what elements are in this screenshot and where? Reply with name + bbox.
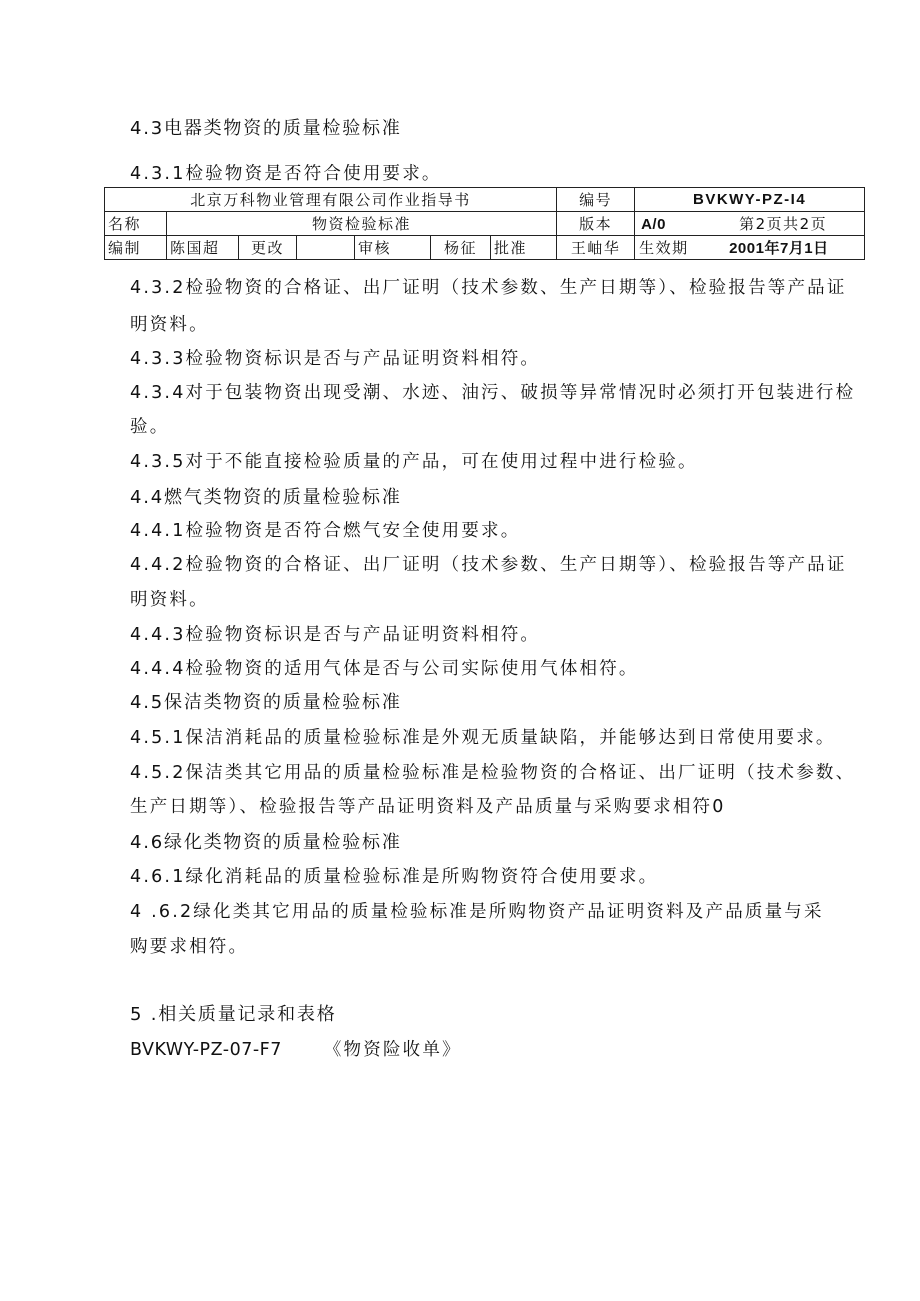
change-value-cell: [297, 236, 355, 260]
name-value-cell: 物资检验标准: [167, 212, 557, 236]
code-label-cell: 编号: [557, 188, 635, 212]
effective-label: 生效期: [639, 239, 689, 257]
page-info: 第2页共2页: [739, 215, 828, 233]
code-value-cell: BVKWY-PZ-I4: [635, 188, 865, 212]
heading-5: 5 .相关质量记录和表格: [130, 1004, 337, 1025]
document-header-table: [104, 187, 865, 260]
heading-4-6: 4.6绿化类物资的质量检验标准: [130, 832, 402, 853]
approve-label-cell: 批准: [491, 236, 557, 260]
paragraph-4-3-3: 4.3.3检验物资标识是否与产品证明资料相符。: [130, 349, 541, 369]
version-value: A/0: [641, 216, 666, 233]
paragraph-4-3-2-line1: 4.3.2检验物资的合格证、出厂证明（技术参数、生产日期等）、检验报告等产品证: [130, 278, 847, 298]
paragraph-4-4-1: 4.4.1检验物资是否符合燃气安全使用要求。: [130, 521, 521, 541]
company-title-cell: 北京万科物业管理有限公司作业指导书: [105, 188, 557, 212]
paragraph-4-4-3: 4.4.3检验物资标识是否与产品证明资料相符。: [130, 625, 541, 645]
record-code: BVKWY-PZ-07-F7: [130, 1040, 282, 1060]
paragraph-4-4-2-line1: 4.4.2检验物资的合格证、出厂证明（技术参数、生产日期等）、检验报告等产品证: [130, 555, 847, 575]
paragraph-4-6-1: 4.6.1绿化消耗品的质量检验标准是所购物资符合使用要求。: [130, 867, 659, 887]
version-label-cell: 版本: [557, 212, 635, 236]
paragraph-4-3-2-line2: 明资料。: [130, 315, 209, 335]
author-value-cell: 陈国超: [167, 236, 239, 260]
author-label-cell: 编制: [105, 236, 167, 260]
review-value-cell: 杨征: [431, 236, 491, 260]
paragraph-4-3-4-line1: 4.3.4对于包装物资出现受潮、水迹、油污、破损等异常情况时必须打开包装进行检: [130, 383, 856, 403]
heading-4-4: 4.4燃气类物资的质量检验标准: [130, 487, 402, 508]
effective-cell: [635, 236, 865, 260]
paragraph-4-6-2-line1: 4 .6.2绿化类其它用品的质量检验标准是所购物资产品证明资料及产品质量与采: [130, 902, 824, 922]
paragraph-4-4-4: 4.4.4检验物资的适用气体是否与公司实际使用气体相符。: [130, 659, 639, 679]
effective-value: 2001年7月1日: [729, 240, 829, 257]
record-name: 《物资险收单》: [323, 1040, 462, 1060]
paragraph-4-5-2-line2: 生产日期等）、检验报告等产品证明资料及产品质量与采购要求相符0: [130, 797, 726, 817]
paragraph-4-4-2-line2: 明资料。: [130, 590, 209, 610]
review-label-cell: 审核: [355, 236, 431, 260]
paragraph-4-5-1: 4.5.1保洁消耗品的质量检验标准是外观无质量缺陷，并能够达到日常使用要求。: [130, 728, 836, 748]
name-label-cell: 名称: [105, 212, 167, 236]
paragraph-4-5-2-line1: 4.5.2保洁类其它用品的质量检验标准是检验物资的合格证、出厂证明（技术参数、: [130, 763, 856, 783]
paragraph-4-3-1: 4.3.1检验物资是否符合使用要求。: [130, 164, 442, 184]
approve-value-cell: 王岫华: [557, 236, 635, 260]
heading-4-3: 4.3电器类物资的质量检验标准: [130, 118, 402, 139]
paragraph-4-6-2-line2: 购要求相符。: [130, 937, 249, 957]
change-label-cell: 更改: [239, 236, 297, 260]
paragraph-4-3-4-line2: 验。: [130, 417, 170, 437]
version-page-cell: [635, 212, 865, 236]
paragraph-4-3-5: 4.3.5对于不能直接检验质量的产品，可在使用过程中进行检验。: [130, 452, 698, 472]
heading-4-5: 4.5保洁类物资的质量检验标准: [130, 692, 402, 713]
record-entry: [130, 1036, 462, 1061]
